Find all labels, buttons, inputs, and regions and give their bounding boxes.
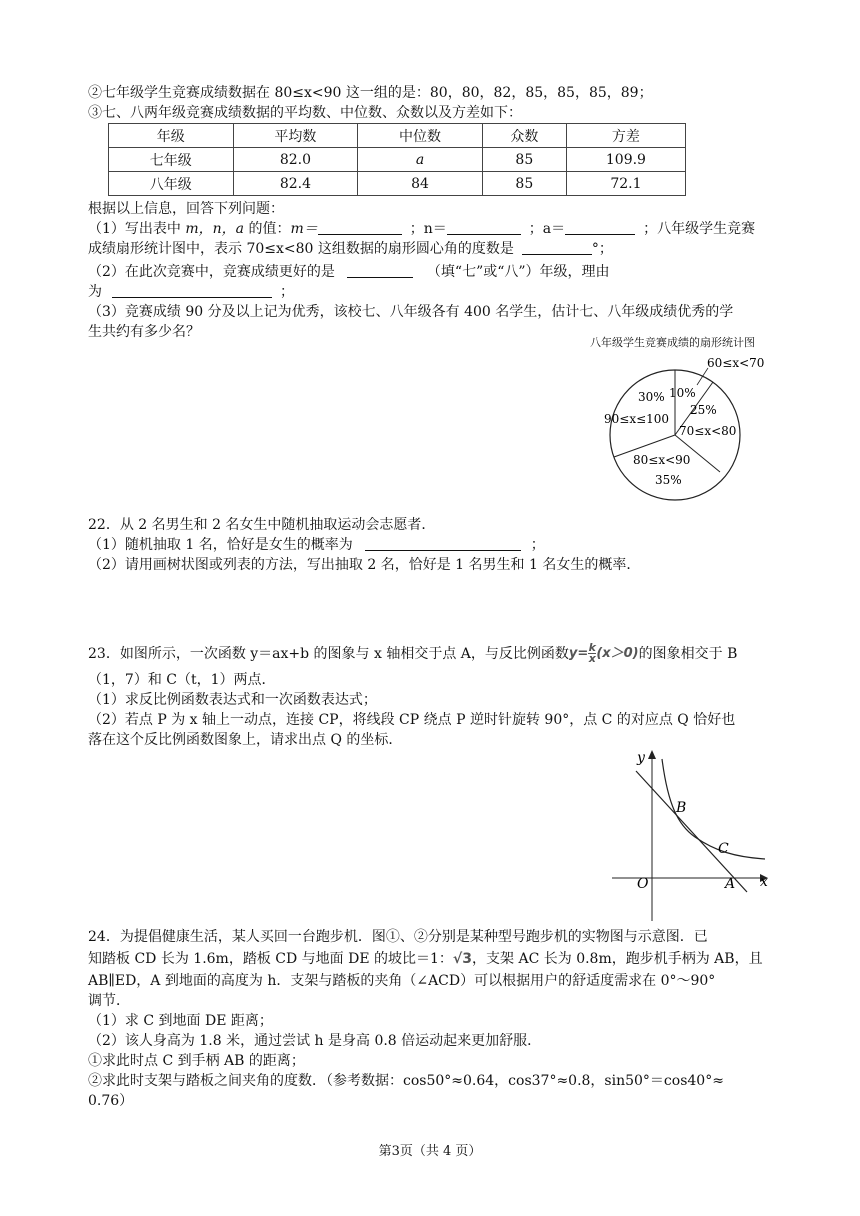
formula-y: y [568,646,578,661]
q23-text: 23．如图所示，一次函数 y＝ax+b 的图象与 x 轴相交于点 A，与反比例函数 [88,646,569,662]
inverse-function-formula: y= $\frac{k}{x}$ (x＞0) [568,641,639,665]
stats-table [108,123,686,196]
q24-text: ，支架 AC 长为 0.8m，跑步机手柄为 AB，且 [472,951,763,967]
q21-part3-line2: 生共约有多少名？ [88,324,200,340]
q23-line5: 落在这个反比例函数图象上，请求出点 Q 的坐标． [88,732,403,748]
q21-part1-text: 的值： [244,221,291,237]
q24-line7: ①求此时点 C 到手柄 AB 的距离； [88,1053,305,1069]
q21-part1-line1 [88,219,755,239]
q24-line5: （1）求 C 到地面 DE 距离； [88,1013,273,1029]
q21-part1-text: °； [591,241,613,257]
q21-part2-text: ； [280,284,294,300]
q21-part2-text: （填“七”或“八”）年级，理由 [426,264,610,280]
y-axis-arrow-icon [648,750,656,759]
q22-title: 22．从 2 名男生和 2 名女生中随机抽取运动会志愿者． [88,517,436,533]
q21-intro: 根据以上信息，回答下列问题： [88,201,284,217]
q23-line2: （1，7）和 C（t，1）两点． [88,672,276,688]
q21-part1-line2 [88,239,613,259]
q21-part1-vars: m，n，a [185,221,244,237]
page-footer: 第3页（共 4 页） [378,1144,482,1159]
q24-line3: AB∥ED，A 到地面的高度为 h．支架与踏板的夹角（∠ACD）可以根据用户的舒适度需求在 0°～90° [88,973,716,989]
reason-answer-blank[interactable] [112,282,272,298]
table-cell: 七年级 [109,148,234,172]
formula-x: x [588,652,596,665]
q22-part1-text: （1）随机抽取 1 名，恰好是女生的概率为 [88,537,353,553]
table-cell: 72.1 [566,172,685,196]
n-answer-blank[interactable] [447,219,521,235]
pie-label-60-70: 60≤x<70 [707,356,765,370]
pie-pct-25: 25% [690,403,717,417]
q24-text: 知踏板 CD 长为 1.6m，踏板 CD 与地面 DE 的坡比＝1： [88,951,453,967]
graph-y-label: y [637,750,645,766]
n-label: ；n＝ [409,221,447,237]
q21-part1-text: ；八年级学生竞赛 [643,221,756,237]
table-header-row [109,124,686,148]
formula-k: k [588,641,596,654]
table-cell: 82.0 [233,148,358,172]
q24-line8: ②求此时支架与踏板之间夹角的度数．（参考数据：cos50°≈0.64，cos37°≈0.8，sin50°＝cos40°≈ [88,1073,724,1089]
q21-line-table-intro: ③七、八两年级竞赛成绩数据的平均数、中位数、众数以及方差如下： [88,105,522,121]
q21-part2-line2 [88,282,294,302]
q22-part2: （2）请用画树状图或列表的方法，写出抽取 2 名，恰好是 1 名男生和 1 名女生的概率． [88,557,641,573]
linear-function-line [636,771,747,892]
q23-line4: （2）若点 P 为 x 轴上一动点，连接 CP，将线段 CP 绕点 P 逆时针旋转 90°，点 C 的对应点 Q 恰好也 [88,712,736,728]
probability-answer-blank[interactable] [365,535,521,551]
a-label: ；a＝ [528,221,566,237]
table-header-cell: 平均数 [233,124,358,148]
pie-label-70-80: 70≤x<80 [679,424,737,438]
pie-pct-35: 35% [655,473,682,487]
function-graph [600,745,780,925]
table-cell: 八年级 [109,172,234,196]
m-answer-blank[interactable] [318,219,402,235]
q24-line2 [88,949,763,969]
q21-part3-line1: （3）竞赛成绩 90 分及以上记为优秀，该校七、八年级各有 400 名学生，估计七、八年级成绩优秀的学 [88,304,734,320]
pie-chart-title: 八年级学生竞赛成绩的扇形统计图 [590,336,755,349]
pie-label-80-90: 80≤x<90 [633,453,691,467]
graph-point-a-label: A [725,876,736,892]
a-answer-blank[interactable] [565,219,635,235]
table-header-cell: 中位数 [358,124,483,148]
table-cell: 85 [482,172,566,196]
table-cell: a [358,148,483,172]
graph-origin-label: O [637,876,649,892]
table-cell: 82.4 [233,172,358,196]
pie-label-90-100: 90≤x≤100 [604,412,670,426]
table-row [109,148,686,172]
q21-part2-text: 为 [88,284,102,300]
graph-point-b-label: B [676,800,687,816]
angle-answer-blank[interactable] [522,239,592,255]
formula-condition: (x＞0) [596,646,639,661]
q22-part1-text: ； [530,537,545,553]
graph-x-label: x [760,874,768,890]
q23-line1 [88,642,737,666]
sqrt3-formula: √3 [452,951,473,967]
q21-line-group-data: ②七年级学生竞赛成绩数据在 80≤x<90 这一组的是：80，80，82，85，85，85，89； [88,85,653,101]
q21-part1-text: （1）写出表中 [88,221,186,237]
table-header-cell: 方差 [566,124,685,148]
table-row [109,172,686,196]
table-cell: 109.9 [566,148,685,172]
q24-line9: 0.76） [88,1093,134,1109]
pie-chart [590,350,790,530]
table-cell: 84 [358,172,483,196]
q24-line1: 24．为提倡健康生活，某人买回一台跑步机．图①、②分别是某种型号跑步机的实物图与示意图．已 [88,929,708,945]
q22-part1 [88,535,545,555]
pie-pct-10: 10% [669,386,696,400]
q23-line3: （1）求反比例函数表达式和一次函数表达式； [88,692,377,708]
grade-answer-blank[interactable] [347,262,413,278]
q21-part2-text: （2）在此次竞赛中，竞赛成绩更好的是 [88,264,335,280]
table-cell: 85 [482,148,566,172]
q23-text: 的图象相交于 B [638,646,738,662]
table-header-cell: 众数 [482,124,566,148]
q21-part1-text: 成绩扇形统计图中，表示 70≤x<80 这组数据的扇形圆心角的度数是 [88,241,514,257]
m-label: m＝ [290,221,318,237]
q21-part2-line1 [88,262,610,282]
table-header-cell: 年级 [109,124,234,148]
q24-line6: （2）该人身高为 1.8 米，通过尝试 h 是身高 0.8 倍运动起来更加舒服． [88,1033,542,1049]
q24-line4: 调节． [88,993,130,1009]
pie-pct-30: 30% [638,390,665,404]
graph-point-c-label: C [718,841,729,857]
